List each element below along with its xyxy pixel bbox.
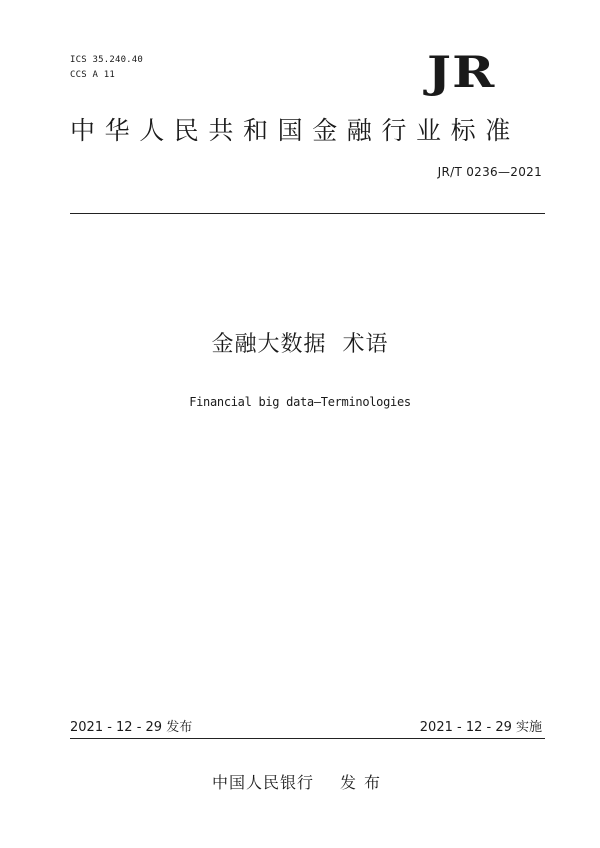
implementation-date: 2021 - 12 - 29 实施 [419,720,542,735]
publisher-line [0,770,600,793]
standard-type-heading: 中华人民共和国金融行业标准 [70,116,520,145]
ccs-code: CCS A 11 [70,70,115,80]
jr-logo: JR [427,48,496,98]
publisher-name: 中国人民银行 [211,773,314,792]
top-divider [70,213,545,214]
standard-number: JR/T 0236—2021 [437,165,542,179]
bottom-divider [70,738,545,739]
publish-action: 发布 [340,773,389,792]
chinese-title: 金融大数据 术语 [211,332,389,357]
ics-code: ICS 35.240.40 [70,55,144,65]
issue-date: 2021 - 12 - 29 发布 [70,720,193,735]
english-title: Financial big data—Terminologies [189,395,411,409]
